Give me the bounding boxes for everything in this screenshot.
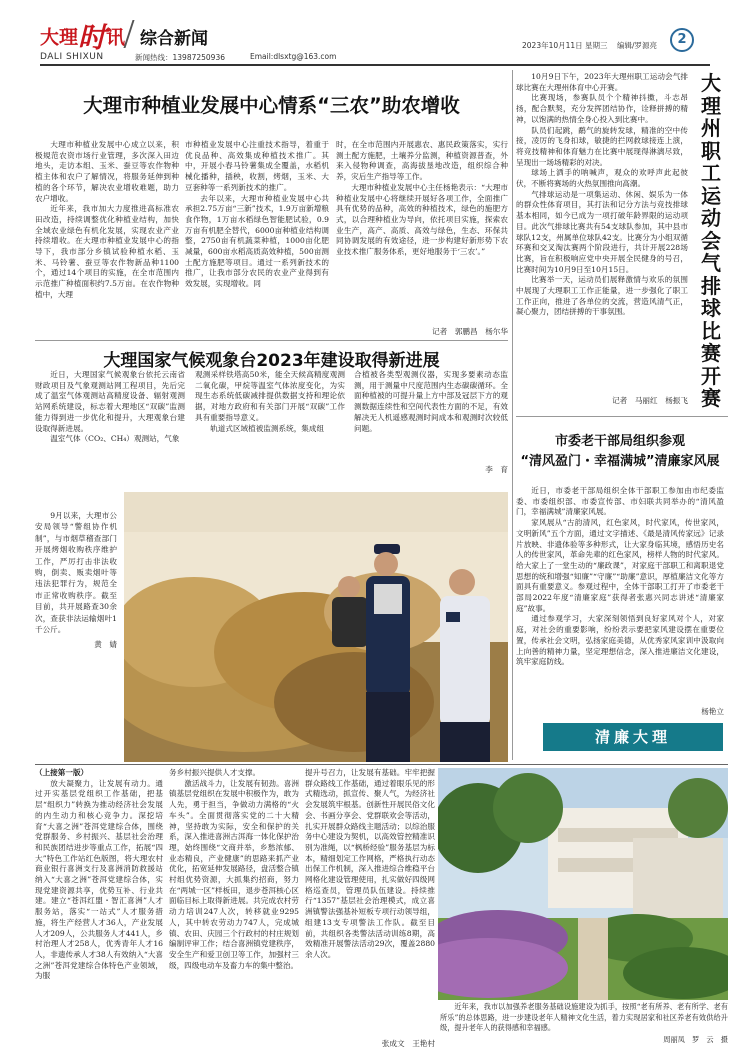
clean-dali-banner (543, 723, 723, 751)
issue-weekday: 星期三 (585, 41, 608, 50)
article-family-headline-line1: 市委老干部局组织参观 (554, 434, 685, 449)
paragraph: 近日，大理国家气候观象台依托云南省财政项目及气象观测站网工程项目，先后完成了温室气体观测站高精度设备、辐射观测站网系统建设，标志着大理地区“双碳”监测能力得到进一步优化和提升，大理观象台建设取得新进展。 (35, 370, 185, 433)
paragraph: 通过参观学习，大家深刻领悟到良好家风对个人，对家庭，对社会的重要影响，纷纷表示要把家风建设摆在重要位置，传承社会文明，弘扬家庭美德，从优秀家风家训中汲取向上向善的精神力量，坚定理想信念，深入推进廉洁文化建设，筑牢家庭防线。 (516, 614, 724, 667)
article-xizhou-col2 (169, 768, 299, 1050)
article-agriculture-byline: 记者 郭鹏昌 杨尔华 (432, 327, 508, 336)
photo-caption-elderly (440, 1002, 728, 1050)
section-title: 综合新闻 (140, 29, 208, 49)
paragraph: 观测采样铁塔高50米，能全天候高精度观测二氧化碳，甲烷等温室气体浓度变化，为实现生态系统低碳减排提供数据支持和理论依据，对地方政府和有关部门开展“双碳”工作具有重要指导意义。 (195, 370, 345, 422)
logo-right: 讯 (106, 26, 126, 49)
masthead-logo (40, 16, 126, 54)
paragraph: 轨道式区域植被监测系统，集成组 (210, 423, 325, 433)
article-xizhou-party-building (35, 768, 435, 1050)
page-editor: 编辑/罗源亮 (617, 41, 658, 50)
paragraph: 温室气体（CO₂、CH₄）观测站，气象 (50, 434, 180, 444)
clean-dali-banner-text: 清廉大理 (594, 728, 671, 746)
paragraph: 时，在全市范围内开展惠农、惠民政策落实，实行测土配方施肥，土壤养分监测，种植资源普查，外来入侵物种调查，高海拔垦地改造，组织综合种养，灾后生产指导等工作。 (336, 140, 508, 182)
paragraph: 近日，市委老干部局组织全体干部职工参加由市纪委监委、市委组织部、市委宣传部、市妇联共同举办的“清风盈门，幸福满城”清廉家风展。 (516, 486, 724, 517)
paragraph: 家风展从“古韵清风，红色家风，时代家风，传世家风，文明新风”五个方面，通过文字描述、《最是清风传家远》记录片放映、非遗体验等多种形式，让大家身临其境，感悟历史名人的传世家风，革命先辈的红色家风，榜样人物的时代家风。给大家上了一堂生动的“廉政课”，对家庭干部职工和离职退党思想的统和增强“知廉”“守廉”“助廉”意识，厚植廉洁文化等方面具有重要意义。参观过程中，全体干部职工打开了市委老干部局2022年度“清廉家庭”获得者张惠兴同志讲述“清廉家庭”故事。 (516, 518, 724, 613)
photo-caption-police-text: 9月以来，大理市公安局领导“警组协作机制”，与市烟草稽查部门开展烤烟收购秩序维护工作，严厉打击非法收购，倒卖、贩卖烟叶等违法犯罪行为，规范全市正常收购秩序。截至目前，共开展路查30余次，查获非法运输烟叶1千公斤。 (35, 511, 117, 635)
article-climate-byline: 李 育 (485, 465, 508, 474)
article-agriculture-headline: 大理市种植业发展中心情系“三农”助农增收 (83, 94, 460, 117)
paragraph: 队员们起跳，鹬气的旋转发球，精准的空中传接，凌厉的飞身扣球，敏捷的拦网救球接连上演，将竞技精神和体育魅力在比赛中展现得淋漓尽致，呈现出一场场精彩的对决。 (516, 125, 688, 167)
page-number: 2 (677, 32, 687, 47)
tobacco-warehouse-photo (124, 492, 508, 762)
paragraph: 球场上洒手的呐喊声，观众的欢呼声此起彼伏，不断将赛场的火热氛围推向高潮。 (516, 168, 688, 189)
elderly-care-garden-photo (438, 768, 728, 1000)
photo-tobacco-inspection (124, 492, 508, 762)
article-xizhou-byline: 张成文 王艳村 (381, 1039, 435, 1048)
photo-caption-police-byline: 黄 婧 (94, 640, 117, 650)
article-climate-observatory (35, 342, 508, 490)
masthead-divider-slash (123, 20, 134, 48)
divider (35, 764, 728, 765)
paragraph: 比赛现场，参赛队员个个精神抖擞，斗志昂扬，配合默契，充分发挥团结协作，诠释拼搏的精神，以饱满的热情全身心投入到比赛中。 (516, 93, 688, 124)
photo-elderly-care (438, 768, 728, 1000)
article-family-text (516, 486, 724, 704)
paragraph: 市种植业发展中心注重技术指导，着重于优良品种、高效集成种植技术推广。其中，开展小春马铃薯集成全覆盖，水稻机械化播种，插秧，收割，烤烟，玉米、大豆套种等一系列新技术的推广。 (185, 140, 329, 192)
photo-caption-elderly-text: 近年来，我市以加强养老服务基础设施建设为抓手，按照“老有所养、老有所学、老有所乐”的总体思路，进一步建设老年人精神文化生活，着力实现居家和社区养老有效供给升级，提升老年人的获得感和幸福感。 (440, 1002, 728, 1032)
paragraph: 放大凝聚力，让发展有动力。通过开实基层党组织工作基础，把基层“组织力”转换为推动经济社会发展的内生动力和核心竞争力。深挖培育“大喜之洲”苍洱党建综合体，围绕党群服务、乡村振兴、基层社会治理和民族团结进步等重点工作，拓展“四大”特色工作站红色版图，将大理农村商业银行喜洲支行及喜洲消防救援站纳入“大喜之洲”苍洱党建综合体，实现党建资源共享，优势互补、行业共建。建立“苍洱红盟・智汇喜洲”人才服务站，落实“一站式”人才服务措施，将生产经营人才36人，产业发展人才209人，公共服务人才441人，乡村治理人才258人，优秀青年人才16人，非遗传承人才38人有效纳入“大喜之洲”苍洱党建综合体特色产业领域，为服 (35, 778, 163, 981)
article-climate-headline: 大理国家气候观象台2023年建设取得新进展 (103, 351, 440, 371)
paragraph: 10月9日下午，2023年大理州职工运动会气排球比赛在大理州体育中心开赛。 (516, 72, 688, 92)
paragraph: 比赛举一天，运动员们展释激情与欢乐的氛围中展现了大理职工工作正能量，进一步强化了职工工作正向，推进了各单位的交流，营造风清气正，凝心聚力，团结拼搏的干事氛围。 (516, 275, 688, 317)
article-climate-col2 (195, 370, 345, 478)
logo-left: 大理 (40, 26, 79, 49)
article-agriculture-col1 (35, 140, 179, 336)
hotline: 新闻热线：13987250936 (135, 53, 225, 62)
article-family-byline: 杨艳立 (701, 707, 724, 716)
paragraph: 激活战斗力，让发展有韧劲。喜洲镇基层党组织在发展中积极作为，敢为人先，勇于担当，争做动力满格的“火车头”。全面贯彻落实党的二十大精神，坚持敢为实际，安全和保护的关系，深入推进喜洲古洱海一体化保护治理，始终围绕“文商并举，乡愁浓郁、业态精良，产业健康”的思路来抓产业优化，拓宽延伸发展路径，盘活整合镇村组优势资源，大抓集约招商，努力在“两城一区”样板田，退步苍洱核心区面临目标上取得新进展。共完成农村劳动力培训247人次，转移就业9295人，其中转农劳动力747人，完成城镇、农田、庆园三个行政村的村庄规划编制评审工作；结合喜洲镇党建秩序，安全生产和爱卫创卫等工作，加强村三级，四级电动车及畜力车的集中整治。 (169, 778, 299, 970)
article-agriculture (35, 80, 508, 338)
paragraph: 大理市种植业发展中心成立以来，积极規范农资市场行业管理，多次深入田边地头，走访本组、玉米、蚕豆等农作物种植主体和农户了解情况，将服务延伸到种植的各个环节，解决农业增收难题，助力农户增收。 (35, 140, 179, 203)
article-agriculture-col3 (336, 140, 508, 326)
article-xizhou-col3 (305, 768, 435, 1038)
article-xizhou-col1 (35, 768, 163, 1050)
paragraph: 去年以来，大理市种植业发展中心共承担2.75万亩“三新”技术，1.9万亩新增粮食作物，1万亩水稻绿色智能肥试验，0.9万亩有机肥全替代，6000亩种植业结构调整，2750亩有机蔬菜种植，1000亩化肥减量，600亩水稻高质高效种植，500亩测土配方施肥等项目。通过一系列新技术的推广，让我市部分农民的农业产业得到有效发展，实现增收。同 (185, 193, 329, 289)
article-family-values (516, 424, 728, 722)
masthead-subtitle: DALI SHIXUN (40, 52, 104, 62)
article-agriculture-col2 (185, 140, 329, 336)
paragraph: 务乡村振兴提供人才支撑。 (169, 768, 261, 777)
paragraph: 大理市种植业发展中心主任杨艳表示：“大理市种植业发展中心将继续开展好各项工作，全面推广具有优势的品种，高效的种植技术，绿色的施肥方式，以合理种植业为导向，依托项目实施，探索农业生产，高产、高质、高效与绿色，生态、环保共同协调发展的有效途径，进一步构建好新形势下农业技术推广服务体系，更好地服务于‘三农’。” (336, 182, 508, 257)
article-volleyball (516, 70, 728, 410)
photo-caption-elderly-byline: 周丽凤 罗 云 摄 (663, 1035, 728, 1044)
masthead-rule (40, 64, 710, 66)
email: Email:dlsxtg@163.com (250, 52, 337, 61)
column-divider (512, 70, 513, 760)
photo-caption-police (35, 510, 117, 765)
page-number-badge (670, 28, 694, 52)
paragraph: 近年来，我市加大力度推进高标准农田改造，持续调整优化种植业结构，加快全域农业绿色有机化发展，实现农业产业持续增收。在大理市种植业发展中心的指导下，我市部分乡镇试验种植水稻、玉米、马铃薯、蚕豆等农作物新品种1100个，通过14个项目的实施，在全市范围内示范推广种植面积约7.5万亩。在农作物种植中，大理 (35, 204, 179, 299)
article-volleyball-headline: 大理州职工运动会气排球比赛开赛 (701, 71, 721, 410)
issue-date: 2023年10月11日 (522, 41, 583, 50)
article-climate-col3 (354, 370, 508, 468)
article-volleyball-text (516, 72, 688, 390)
masthead (0, 0, 750, 66)
article-climate-col1 (35, 370, 185, 478)
paragraph: 提升号召力，让发展有基础。牢牢把握群众路线工作基础，通过着眼乐见的形式精选动，抓宣传、聚人气，为经济社会发展筑牢根基。创新性开展民俗文化会、书画分享会、党群联欢会等活动，扎实开展群众路线主题活动；以综治服务中心建设为契机，以高效管控精准识别为准绳，以“枫桥经验”服务基层为标本，精细划定工作网格，严格执行动态出保工作机制，深入推进综合维稳平台网格化建设管理使用，扎实做好四级网格巡查员，管理员队伍建设。持续推行“1357”基层社会治理模式，成立喜洲镇警法强基补短板专项行动领导组，组建13支专项警法工作队。截至目前，共组织各类警法活动训练8期，高效精准开展警法活动29次，覆盖2880余人次。 (305, 768, 435, 959)
article-volleyball-byline: 记者 马丽红 杨振飞 (612, 396, 688, 405)
paragraph: 合植被各类型观测仪器，实现多要素动态监测，用于测量中尺度范围内生态碳碳循环。全面种植被的可提升量上方中部及冠层下方的观测数据连续性和空间代表性方面的不足，有效解决无人机遥感观测时间成本和观测时次较低问题。 (354, 370, 508, 433)
paragraph: （上接第一版） (35, 768, 89, 777)
article-family-headline-line2: “清风盈门・幸福满城”清廉家风展 (520, 454, 720, 469)
logo-mid: 时 (78, 21, 107, 54)
paragraph: 气排球运动是一项集运动、休闲、娱乐为一体的群众性体育项目，其打法和记分方法与竞技排球基本相同，如今已成为一项打破年龄界限的运动项目。此次气排球比赛共有54支球队参加，其中县市球队12支，州属单位球队42支。比赛分为小组双循环赛和交叉淘汰赛两个阶段进行，共计开展228场比赛，旨在积极响应党中央开展全民健身的号召，比赛时间为10月9日至10月15日。 (516, 189, 688, 274)
divider (516, 416, 728, 417)
divider (35, 340, 508, 341)
